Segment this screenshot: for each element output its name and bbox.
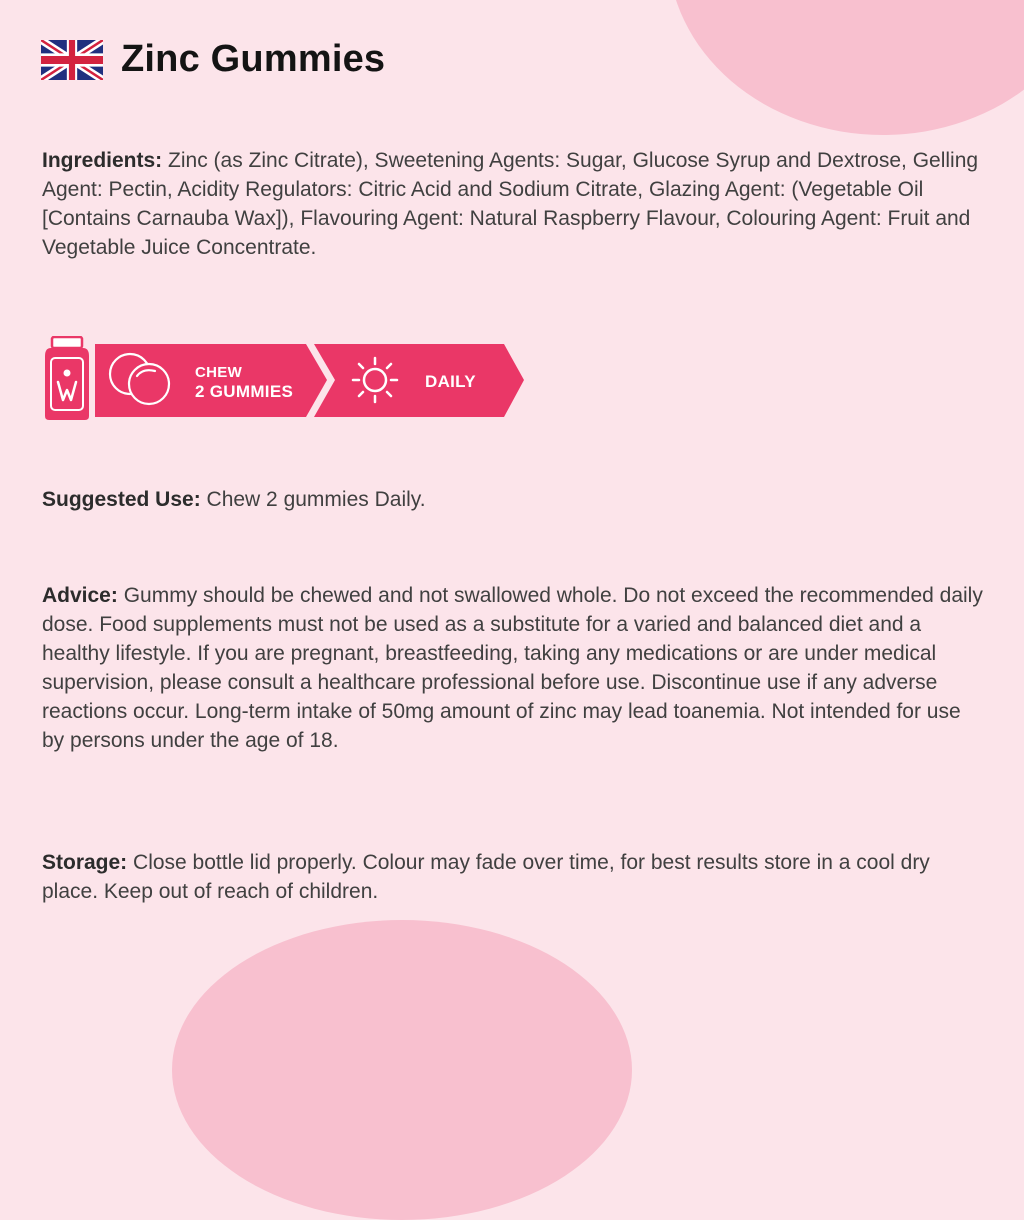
ingredients-text: Zinc (as Zinc Citrate), Sweetening Agents: Sugar, Glucose Syrup and Dextrose, Gelling Agent: Pectin, Acidity Regulators: Citric Acid and Sodium Citrate, Glazing Agent: (Vegetable Oil [Contains Carnauba Wax]), Flavouring Agent: Natural Raspberry Flavour, Colouring Agent: Fruit and Vegetable Juice Concentrate. — [42, 149, 979, 259]
decorative-blob-bottom — [172, 920, 632, 1220]
suggested-use-label: Suggested Use: — [42, 488, 201, 511]
suggested-use-text: Chew 2 gummies Daily. — [200, 488, 426, 511]
usage-banner — [45, 336, 529, 422]
decorative-blob-top — [668, 0, 1024, 135]
advice-text: Gummy should be chewed and not swallowed whole. Do not exceed the recommended daily dose. Food supplements must not be used as a substitute for a varied and balanced diet and a healthy lifestyle. If you are pregnant, breastfeeding, taking any medications or are under medical supervision, please consult a healthcare professional before use. Discontinue use if any adverse reactions occur. Long-term intake of 50mg amount of zinc may lead toanemia. Not intended for use by persons under the age of 18. — [42, 584, 983, 752]
supplement-bottle-icon — [45, 337, 89, 420]
chew-label: CHEW — [195, 364, 243, 381]
storage-section — [42, 848, 987, 906]
uk-flag-icon — [41, 40, 103, 80]
frequency-label: DAILY — [425, 372, 476, 391]
advice-label: Advice: — [42, 584, 118, 607]
storage-text: Close bottle lid properly. Colour may fade over time, for best results store in a cool dry place. Keep out of reach of children. — [42, 851, 930, 903]
suggested-use-section — [42, 485, 987, 514]
page-header — [41, 38, 385, 81]
page-title: Zinc Gummies — [121, 38, 386, 80]
storage-label: Storage: — [42, 851, 128, 874]
ingredients-section — [42, 146, 987, 262]
ingredients-label: Ingredients: — [42, 149, 163, 172]
advice-section — [42, 581, 987, 755]
quantity-label: 2 GUMMIES — [195, 382, 294, 401]
